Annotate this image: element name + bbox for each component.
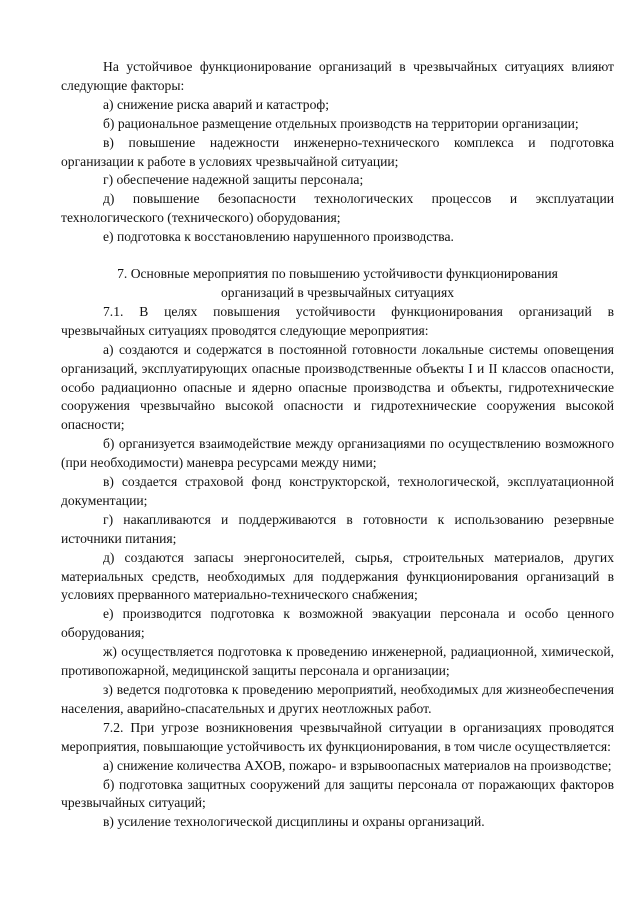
measure-7-1-z: з) ведется подготовка к проведению мероприятий, необходимых для жизнеобеспечения населения, аварийно-спасательных и других неотложных работ.	[61, 682, 614, 716]
measure-7-1-g: г) накапливаются и поддерживаются в готовности к использованию резервные источники питания;	[61, 511, 614, 546]
section-7-heading-line1: 7. Основные мероприятия по повышению устойчивости функционирования	[117, 266, 558, 282]
measure-7-2-b: б) подготовка защитных сооружений для защиты персонала от поражающих факторов чрезвычайных ситуаций;	[61, 776, 614, 811]
measure-7-1-v: в) создается страховой фонд конструкторской, технологической, эксплуатационной документации;	[61, 474, 614, 508]
section-7-heading	[61, 265, 614, 303]
measure-7-2-a: а) снижение количества АХОВ, пожаро- и взрывоопасных материалов на производстве;	[103, 757, 612, 773]
measure-7-2-v: в) усиление технологической дисциплины и охраны организаций.	[103, 814, 485, 830]
factor-item-v: в) повышение надежности инженерно-технического комплекса и подготовка организации к работе в условиях чрезвычайной ситуации;	[61, 134, 614, 169]
factor-item-b: б) рациональное размещение отдельных производств на территории организации;	[103, 115, 579, 131]
paragraph-factors-intro: На устойчивое функционирование организаций в чрезвычайных ситуациях влияют следующие факторы:	[61, 59, 614, 93]
document-page	[61, 58, 614, 832]
factor-item-g: г) обеспечение надежной защиты персонала;	[103, 172, 364, 188]
section-7-heading-line2: организаций в чрезвычайных ситуациях	[220, 284, 455, 300]
measure-7-1-zh: ж) осуществляется подготовка к проведению инженерной, радиационной, химической, противопожарной, медицинской защиты персонала и организации;	[61, 644, 614, 679]
measure-7-1-a: а) создаются и содержатся в постоянной готовности локальные системы оповещения организаций, эксплуатирующих опасные производственные объекты I и II классов опасности, особо радиационно опасные и ядерно опасные производства и объекты, гидротехнические сооружения чрезвычайно высокой опасности и гидротехнические сооружения высокой опасности;	[61, 341, 614, 433]
factor-item-d: д) повышение безопасности технологических процессов и эксплуатации технологического (технического) оборудования;	[61, 191, 614, 226]
paragraph-7-2-intro: 7.2. При угрозе возникновения чрезвычайной ситуации в организациях проводятся мероприятия, повышающие устойчивость их функционирования, в том числе осуществляется:	[61, 719, 614, 754]
paragraph-7-1-intro: 7.1. В целях повышения устойчивости функционирования организаций в чрезвычайных ситуациях проводятся следующие мероприятия:	[61, 303, 614, 338]
measure-7-1-e: е) производится подготовка к возможной эвакуации персонала и особо ценного оборудования;	[61, 606, 614, 641]
measure-7-1-d: д) создаются запасы энергоносителей, сырья, строительных материалов, других материальных средств, необходимых для поддержания функционирования организаций в условиях прерванного материально-технического снабжения;	[61, 549, 614, 603]
factor-item-a: а) снижение риска аварий и катастроф;	[103, 96, 329, 112]
measure-7-1-b: б) организуется взаимодействие между организациями по осуществлению возможного (при необходимости) маневра ресурсами между ними;	[61, 436, 614, 471]
factor-item-e: е) подготовка к восстановлению нарушенного производства.	[103, 229, 454, 245]
